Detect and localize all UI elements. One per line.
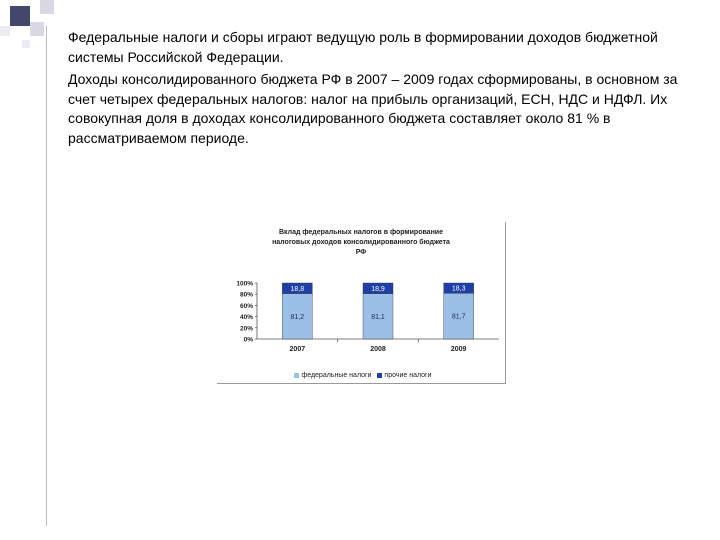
y-tick-label: 80% <box>239 291 253 299</box>
paragraph-2: Доходы консолидированного бюджета РФ в 2007 – 2009 годах сформированы, в основном за счет четырех федеральных налогов: налог на прибыль организаций, ЕСН, НДС и НДФЛ. Их совокупная доля в доходах консолидированного бюджета составляет около 81 % в рассматриваемом периоде. <box>68 71 678 146</box>
chart-legend <box>217 372 505 379</box>
chart-title-line-3: РФ <box>355 249 367 256</box>
bar-data-label: 18,9 <box>371 285 385 293</box>
x-category-label: 2007 <box>289 346 306 353</box>
chart <box>217 222 506 384</box>
y-tick-label: 100% <box>236 280 253 288</box>
decor-square <box>22 40 30 48</box>
x-category-label: 2009 <box>450 346 467 353</box>
chart-plot <box>217 222 505 372</box>
decor-square <box>0 26 10 36</box>
y-tick-label: 60% <box>239 302 253 310</box>
chart-title-line-1: Вклад федеральных налогов в формирование <box>279 229 443 236</box>
decor-square <box>40 0 54 14</box>
decor-vertical-line <box>46 26 47 526</box>
y-tick-label: 20% <box>239 325 253 333</box>
bar-data-label: 81,7 <box>451 313 466 321</box>
bar-data-label: 18,8 <box>290 285 305 293</box>
legend-label-other: прочие налоги <box>384 372 432 379</box>
bar-data-label: 18,3 <box>451 285 466 293</box>
bar-data-label: 81,2 <box>290 313 305 321</box>
paragraph-1: Федеральные налоги и сборы играют ведущую роль в формировании доходов бюджетной системы Российской Федерации. <box>68 29 658 65</box>
bar-data-label: 81,1 <box>371 313 385 321</box>
slide-text <box>68 28 698 151</box>
legend-swatch-federal <box>294 373 299 378</box>
x-category-label: 2008 <box>370 346 386 353</box>
chart-title-line-2: налоговых доходов консолидированного бюджета <box>272 239 450 246</box>
legend-swatch-other <box>377 373 382 378</box>
y-tick-label: 40% <box>239 314 253 322</box>
decor-square <box>30 22 44 36</box>
decor-square <box>10 6 30 26</box>
y-tick-label: 0% <box>243 336 253 344</box>
legend-label-federal: федеральные налоги <box>301 372 372 379</box>
